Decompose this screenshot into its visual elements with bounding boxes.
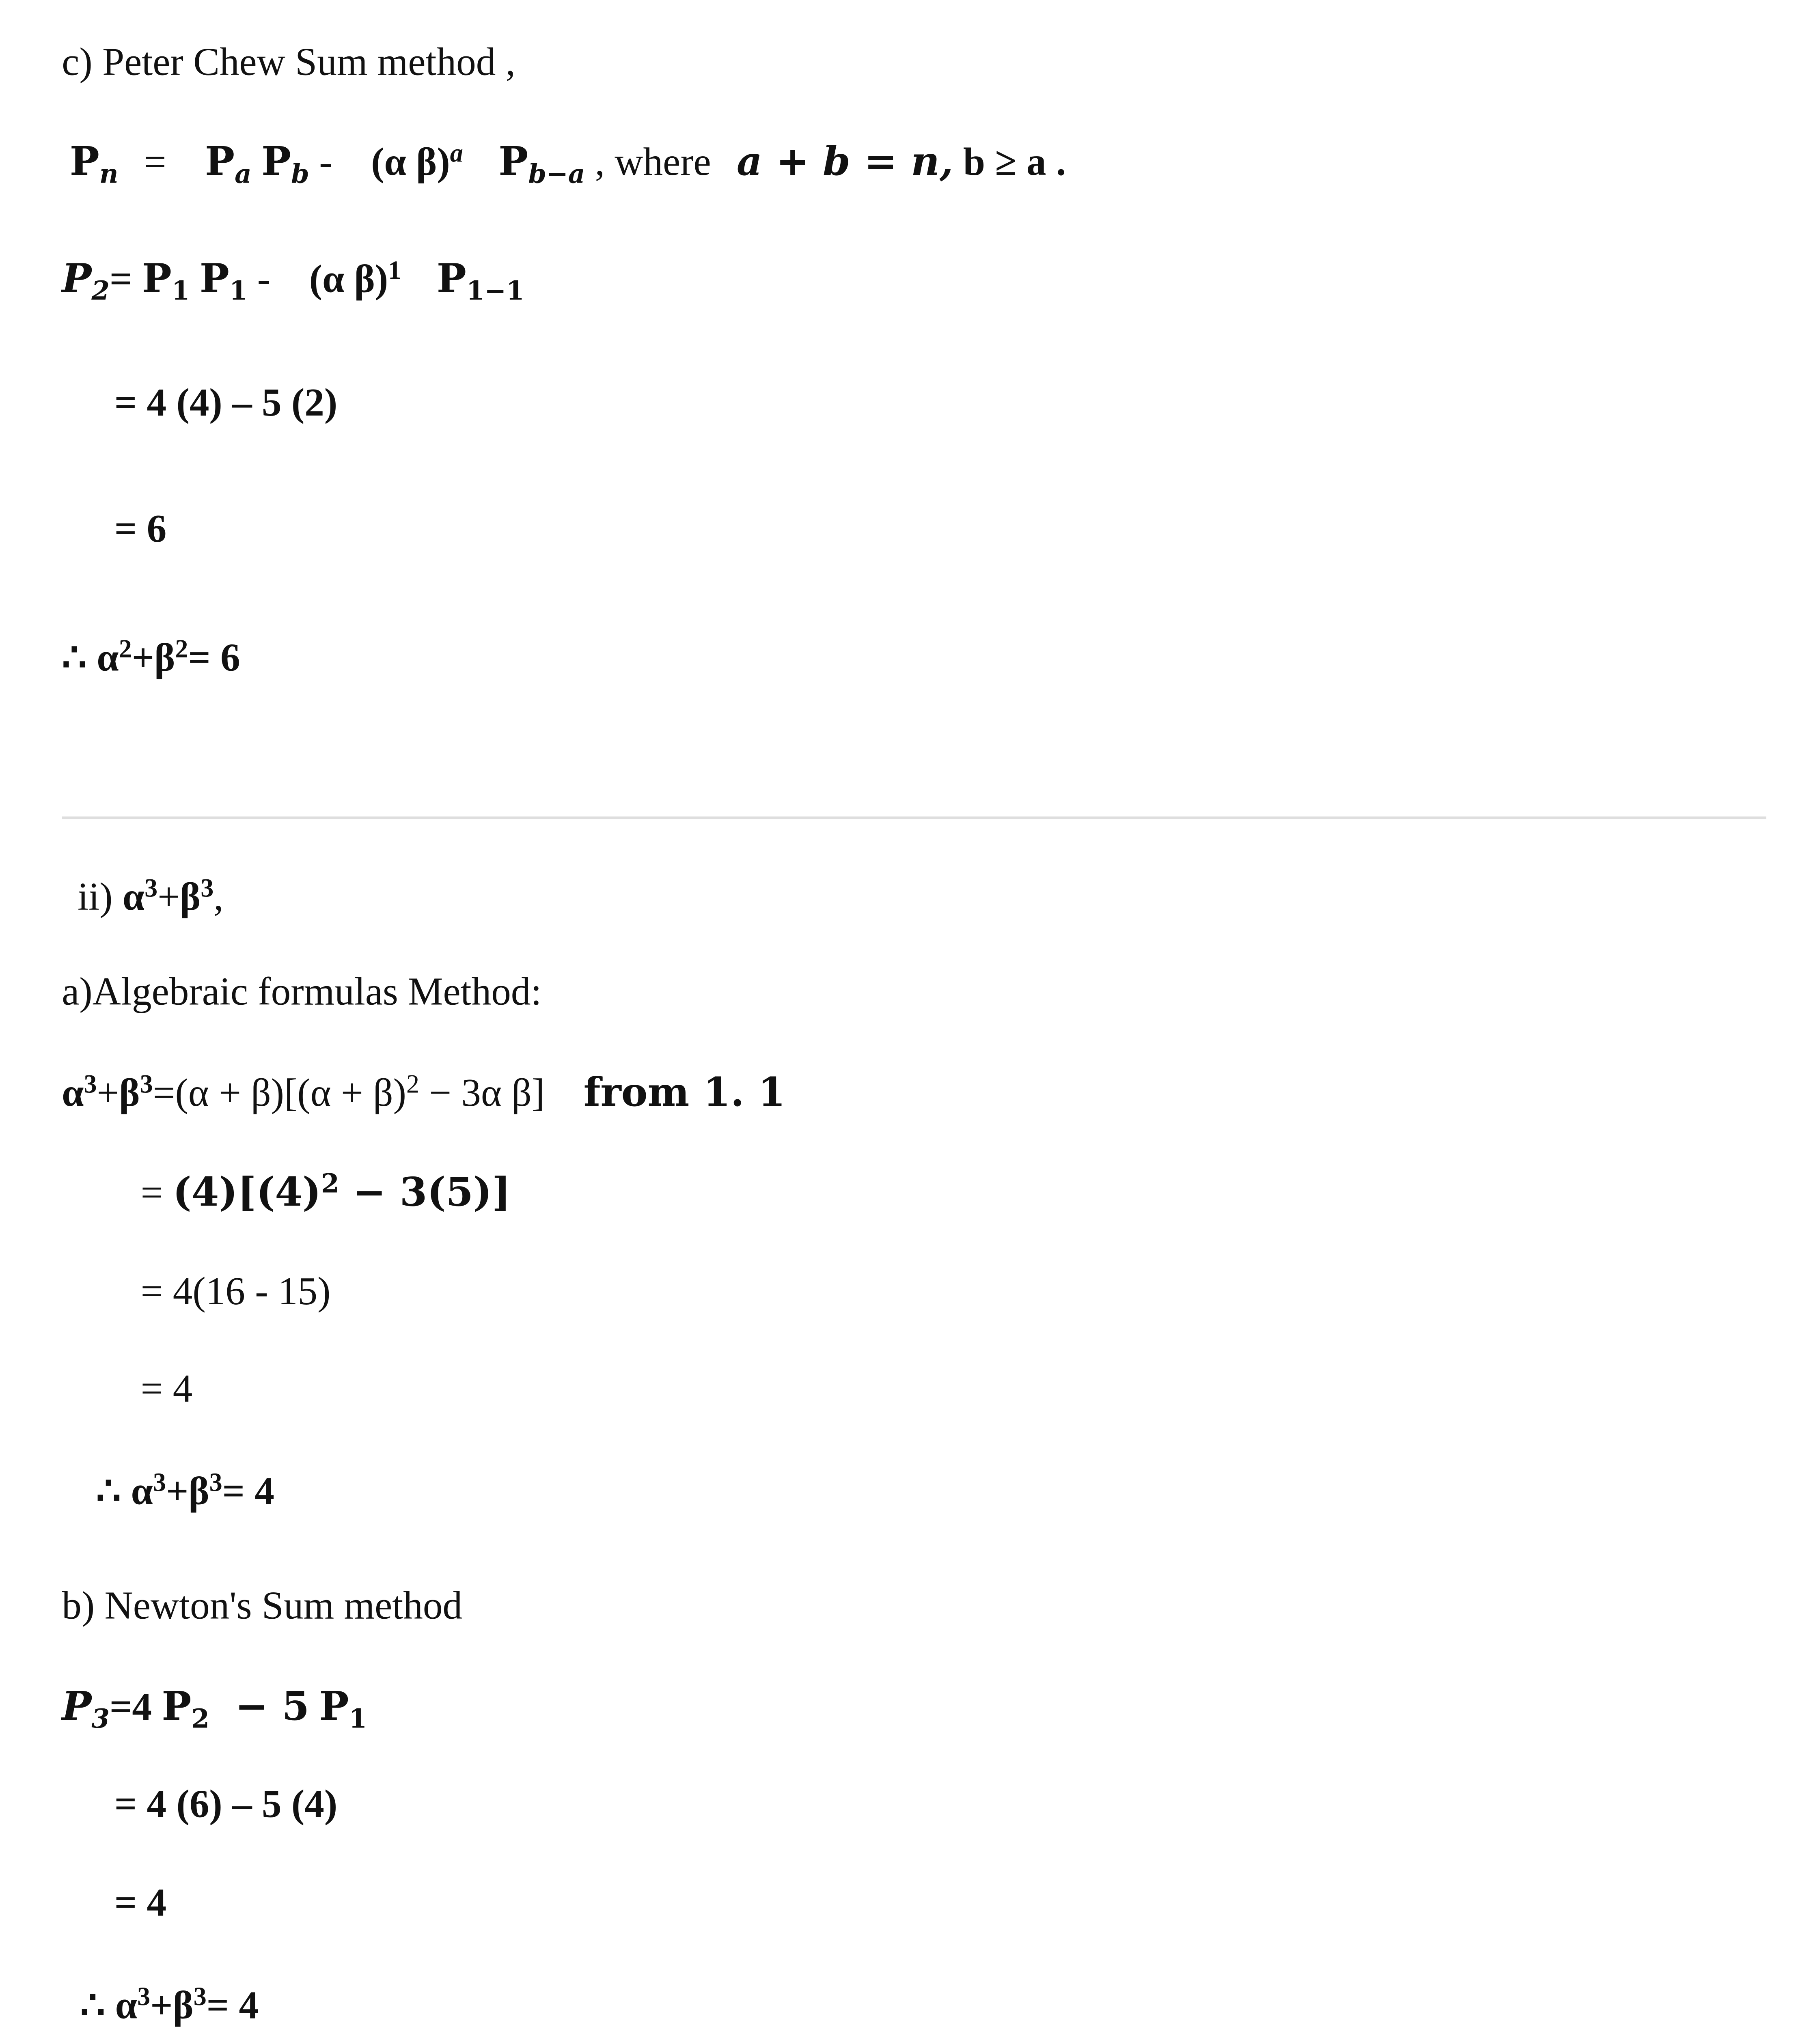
method-a-simplify: = 4(16 - 15) [140, 1270, 331, 1314]
method-b-title: b) Newton's Sum method [62, 1584, 463, 1628]
general-formula: $P_n = P_a$ $P_b - (\alpha$ β)$^a$ $P_{b-a}$ , where a + b = n, b ≥ a . [69, 139, 1066, 190]
formula-pa: $P_a$ [205, 139, 252, 190]
step-result: = 6 [114, 507, 167, 551]
formula-pba: $P_{b-a}$ [498, 139, 585, 190]
reference-label: from 1. 1 [583, 1070, 786, 1116]
method-a-title: a)Algebraic formulas Method: [62, 970, 542, 1014]
section-heading-peter-chew: c) Peter Chew Sum method , [62, 41, 515, 84]
formula-where: , where [595, 140, 711, 184]
method-a-identity: $\alpha^3+\beta^3=(\alpha + \beta)[(\alpha + \beta)^2 - 3\alpha$ β] from 1. 1 [62, 1070, 786, 1116]
formula-condition-tail: b ≥ a . [963, 140, 1066, 184]
method-a-result: = 4 [140, 1367, 193, 1411]
conclusion-sum-of-squares: ∴ $\alpha^2+\beta^2= 6$ [62, 635, 240, 680]
method-a-conclusion: ∴ $\alpha^3+\beta^3= 4$ [96, 1469, 274, 1514]
formula-alpha-beta: (α β)$^a$ [371, 139, 463, 184]
question-heading-cubes: ii) $\alpha^3+\beta^3$, [78, 874, 224, 919]
formula-pb: $P_b$ [261, 139, 309, 190]
p2-expansion: $P_2= P_1$ $P_1 - (\alpha$ β)$^1$ $P_{1-1}$ [62, 256, 524, 307]
method-b-substitution: = 4 (6) – 5 (4) [114, 1783, 338, 1827]
p2-lhs: $P_2$ [62, 256, 110, 307]
newton-recurrence: $P_3=4$ $P_2 - 5$ $P_1$ [62, 1684, 367, 1735]
method-b-result: = 4 [114, 1881, 167, 1925]
formula-lhs: $P_n$ [69, 139, 119, 190]
method-b-conclusion: ∴ $\alpha^3+\beta^3= 4$ [80, 1983, 259, 2028]
method-a-substitution: = $(4)[(4)^2 - 3(5)]$ [140, 1167, 511, 1216]
step-substitution: = 4 (4) – 5 (2) [114, 381, 338, 425]
formula-condition: a + b = n, [737, 139, 953, 185]
section-divider [62, 816, 1766, 819]
